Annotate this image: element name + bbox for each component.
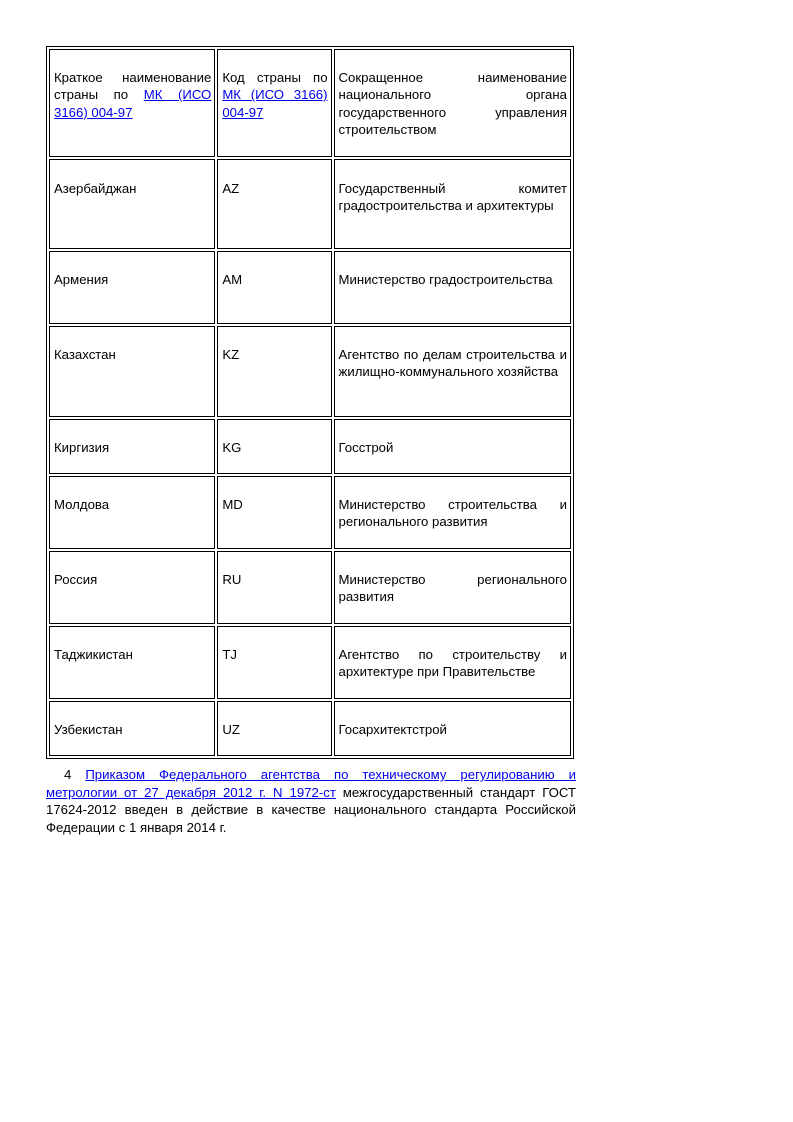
country-cell: Армения xyxy=(49,251,215,324)
countries-table xyxy=(46,46,574,759)
code-cell: RU xyxy=(217,551,331,624)
footnote-number: 4 xyxy=(64,767,72,782)
authority-cell: Министерство градостроительства xyxy=(334,251,571,324)
country-cell: Азербайджан xyxy=(49,159,215,249)
countries-table-wrapper xyxy=(46,46,574,759)
footnote-text: межгосударственный стандарт ГОСТ 17624-2012 введен в действие в качестве национального стандарта Российской Федерации с 1 января 2014 г. xyxy=(46,784,576,835)
standard-link-country-name[interactable]: МК (ИСО 3166) 004-97 xyxy=(54,87,212,120)
authority-cell: Агентство по делам строительства и жилищно-коммунального хозяйства xyxy=(334,326,571,417)
code-cell: KZ xyxy=(217,326,331,417)
table-row xyxy=(49,326,571,417)
code-cell: KG xyxy=(217,419,331,474)
header-authority: Сокращенное наименование национального органа государственного управления строительством xyxy=(334,49,571,157)
country-cell: Молдова xyxy=(49,476,215,549)
code-cell: MD xyxy=(217,476,331,549)
authority-cell: Государственный комитет градостроительства и архитектуры xyxy=(334,159,571,249)
standard-link-country-code[interactable]: МК (ИСО 3166) 004-97 xyxy=(222,87,328,120)
table-row xyxy=(49,419,571,474)
authority-cell: Министерство регионального развития xyxy=(334,551,571,624)
code-cell: TJ xyxy=(217,626,331,699)
code-cell: AM xyxy=(217,251,331,324)
code-cell: UZ xyxy=(217,701,331,756)
authority-cell: Госархитектстрой xyxy=(334,701,571,756)
country-cell: Казахстан xyxy=(49,326,215,417)
table-row xyxy=(49,251,571,324)
authority-cell: Госстрой xyxy=(334,419,571,474)
authority-cell: Агентство по строительству и архитектуре при Правительстве xyxy=(334,626,571,699)
header-country-name-text: Краткое наименование страны по xyxy=(54,70,212,103)
header-country-name xyxy=(49,49,215,157)
order-link[interactable]: Приказом Федерального агентства по техническому регулированию и метрологии от 27 декабря 2012 г. N 1972-ст xyxy=(46,767,577,800)
country-cell: Россия xyxy=(49,551,215,624)
country-cell: Таджикистан xyxy=(49,626,215,699)
authority-cell: Министерство строительства и регионального развития xyxy=(334,476,571,549)
code-cell: AZ xyxy=(217,159,331,249)
table-row xyxy=(49,626,571,699)
table-row xyxy=(49,701,571,756)
footnote xyxy=(46,766,576,836)
header-country-code-text: Код страны по xyxy=(222,70,328,85)
table-row xyxy=(49,159,571,249)
country-cell: Узбекистан xyxy=(49,701,215,756)
country-cell: Киргизия xyxy=(49,419,215,474)
table-header-row xyxy=(49,49,571,157)
header-country-code xyxy=(217,49,331,157)
table-row xyxy=(49,476,571,549)
table-row xyxy=(49,551,571,624)
